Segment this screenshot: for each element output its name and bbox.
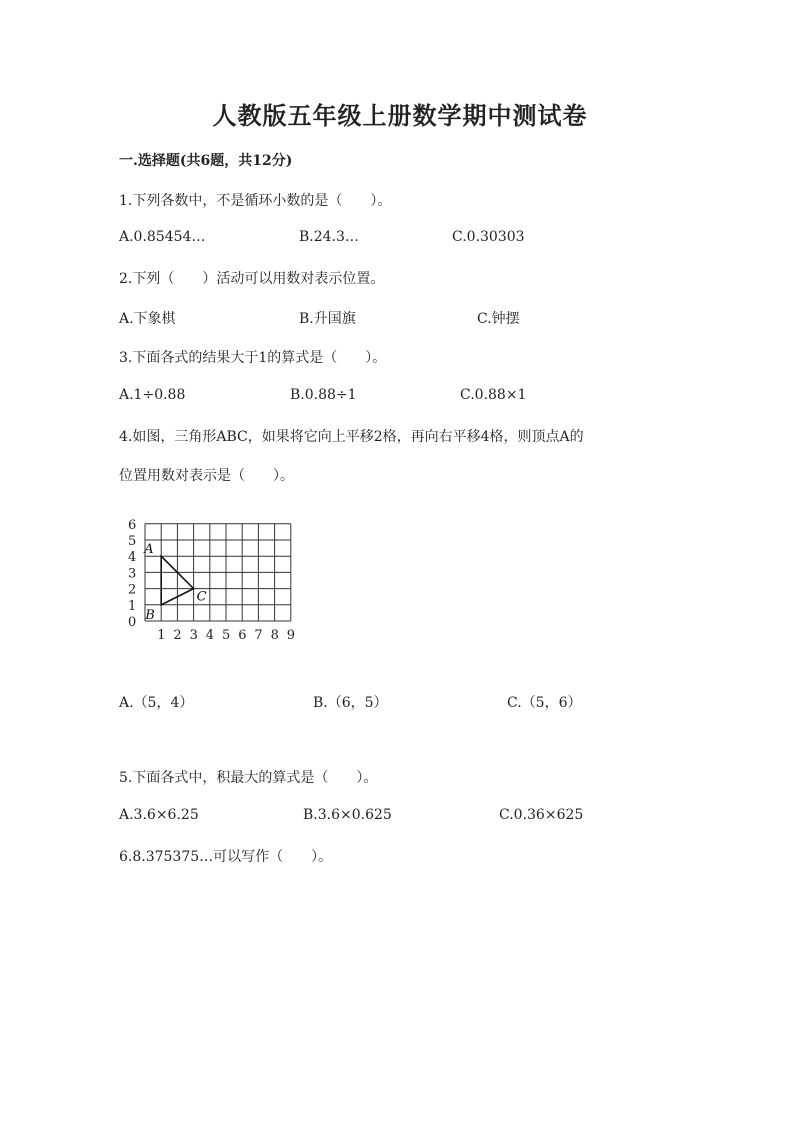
vertex-label-c: C <box>196 589 207 605</box>
question-6-stem: 6.8.375375…可以写作（ ）。 <box>119 849 333 865</box>
question-1-option-a: A.0.85454… <box>119 229 206 245</box>
question-4-option-a: A.（5，4） <box>119 695 194 711</box>
coordinate-grid-figure <box>126 518 306 646</box>
question-3-option-c: C.0.88×1 <box>460 387 527 403</box>
vertex-label-b: B <box>145 607 155 623</box>
y-axis-tick-label: 1 <box>128 598 137 614</box>
question-2-option-c: C.钟摆 <box>477 311 520 327</box>
y-axis-tick-label: 6 <box>128 518 137 533</box>
y-axis-tick-label: 0 <box>128 615 137 630</box>
question-3-option-a: A.1÷0.88 <box>119 387 186 403</box>
question-2-option-a: A.下象棋 <box>119 311 176 327</box>
question-3-option-b: B.0.88÷1 <box>290 387 357 403</box>
x-axis-tick-label: 3 <box>189 628 198 643</box>
section-heading: 一.选择题(共6题，共12分) <box>119 153 293 169</box>
x-axis-tick-label: 9 <box>286 628 296 643</box>
y-axis-tick-label: 5 <box>128 534 137 549</box>
question-5-option-a: A.3.6×6.25 <box>119 807 199 823</box>
question-5-stem: 5.下面各式中，积最大的算式是（ ）。 <box>119 770 378 786</box>
question-1-stem: 1.下列各数中，不是循环小数的是（ ）。 <box>119 193 392 209</box>
x-axis-tick-label: 8 <box>270 628 279 643</box>
y-axis-tick-label: 4 <box>128 550 137 566</box>
question-4-stem-line-1: 4.如图，三角形ABC，如果将它向上平移2格，再向右平移4格，则顶点A的 <box>119 429 584 445</box>
question-1-option-c: C.0.30303 <box>452 229 525 245</box>
x-axis-tick-label: 1 <box>157 628 166 643</box>
question-4-option-b: B.（6，5） <box>313 695 388 711</box>
x-axis-tick-label: 4 <box>205 628 215 643</box>
question-4-stem-line-2: 位置用数对表示是（ ）。 <box>119 468 294 484</box>
question-5-option-b: B.3.6×0.625 <box>303 807 392 823</box>
question-5-option-c: C.0.36×625 <box>499 807 584 823</box>
coordinate-grid <box>126 518 306 646</box>
question-2-option-b: B.升国旗 <box>299 311 356 327</box>
question-4-option-c: C.（5，6） <box>507 695 582 711</box>
x-axis-tick-label: 2 <box>173 628 182 643</box>
question-1-option-b: B.24.3… <box>299 229 359 245</box>
question-3-stem: 3.下面各式的结果大于1的算式是（ ）。 <box>119 350 387 366</box>
y-axis-tick-label: 3 <box>128 566 137 582</box>
x-axis-tick-label: 6 <box>238 628 247 643</box>
vertex-label-a: A <box>144 542 154 558</box>
page-title: 人教版五年级上册数学期中测试卷 <box>212 101 588 130</box>
x-axis-tick-label: 7 <box>254 628 263 643</box>
x-axis-tick-label: 5 <box>222 628 231 643</box>
y-axis-tick-label: 2 <box>128 582 137 598</box>
question-2-stem: 2.下列（ ）活动可以用数对表示位置。 <box>119 271 385 287</box>
